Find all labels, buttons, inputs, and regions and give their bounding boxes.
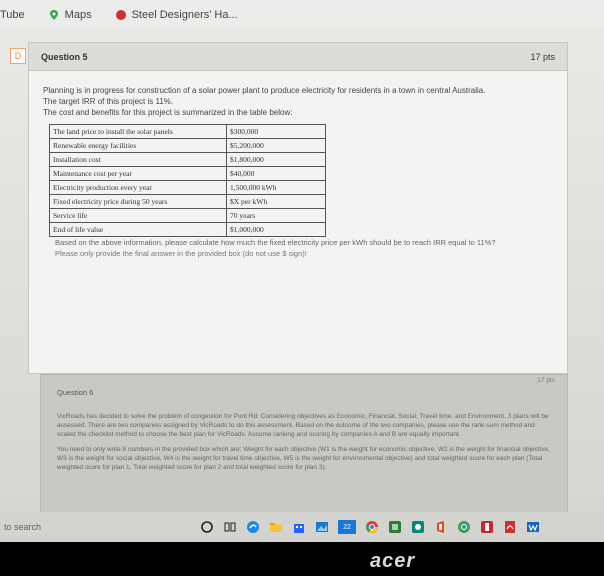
question-prompt: Based on the above information, please calculate how much the fixed electricity price per kWh should be to reach IRR equal to 11%?: [55, 238, 496, 247]
question-6-header: [41, 375, 567, 400]
bookmark-label: Maps: [64, 9, 92, 21]
question-5-card: [28, 42, 568, 374]
table-cell-label: Fixed electricity price during 50 years: [50, 195, 227, 209]
store-icon[interactable]: [292, 520, 306, 534]
table-cell-value: $1,000,000: [227, 223, 326, 237]
red-app-icon[interactable]: [480, 520, 494, 534]
question-paragraph: VicRoads has decided to solve the problem of congestion for Punt Rd. Considering objectives as Economic, Financial, Social, Travel time, and Environment, 3 plans will be assessed. There are two companies assigned by VicRoads to do this assessment. Based on the outcome of the two companies, please use the rank-sum method and scaled the checklist method to choose the best plan for VicRoads. Assume ranking and scoring by companies A and B are equally important.: [57, 413, 549, 438]
table-cell-value: 70 years: [227, 209, 326, 223]
table-cell-value: $300,000: [227, 125, 326, 139]
red-circle-icon: [116, 10, 126, 20]
cost-benefit-table: [49, 124, 326, 237]
table-row: [50, 125, 326, 139]
table-row: [50, 223, 326, 237]
task-view-icon[interactable]: [223, 520, 237, 534]
table-row: [50, 209, 326, 223]
table-cell-value: $X per kWh: [227, 195, 326, 209]
table-row: [50, 139, 326, 153]
quiz-page: [0, 30, 604, 530]
taskbar-search[interactable]: to search: [4, 522, 42, 532]
question-5-body: [29, 71, 567, 273]
question-6-body: [41, 400, 567, 490]
chrome-icon[interactable]: [365, 520, 379, 534]
question-title: Question 6: [57, 388, 94, 397]
question-title: Question 5: [41, 51, 88, 62]
table-cell-value: $1,800,000: [227, 153, 326, 167]
question-flag-marker[interactable]: D: [10, 48, 26, 64]
edge-browser-icon[interactable]: [246, 520, 260, 534]
bookmark-youtube[interactable]: [0, 9, 25, 21]
taskbar-icons: [200, 520, 540, 534]
intro-line: The cost and benefits for this project is summarized in the table below:: [43, 108, 293, 117]
answer-instruction: Please only provide the final answer in the provided box (do not use $ sign)!: [55, 249, 307, 258]
table-cell-label: Renewable energy facilities: [50, 139, 227, 153]
laptop-bezel: [0, 542, 604, 576]
question-points: 17 pts: [530, 51, 555, 62]
table-row: [50, 195, 326, 209]
table-row: [50, 181, 326, 195]
brand-logo: acer: [370, 550, 416, 572]
word-icon[interactable]: [526, 520, 540, 534]
table-cell-label: Installation cost: [50, 153, 227, 167]
table-row: [50, 167, 326, 181]
intro-line: Planning is in progress for construction of a solar power plant to produce electricity for residents in a town in central Australia.: [43, 86, 486, 95]
question-points: 17 pts: [537, 377, 555, 384]
question-6-card: [40, 374, 568, 526]
cortana-circle-icon[interactable]: [200, 520, 214, 534]
bookmark-label: Tube: [0, 9, 25, 21]
maps-pin-icon: [49, 10, 59, 20]
table-cell-label: Service life: [50, 209, 227, 223]
table-cell-label: The land price to install the solar panels: [50, 125, 227, 139]
office-icon[interactable]: [434, 520, 448, 534]
table-cell-label: End of life value: [50, 223, 227, 237]
teal-app-icon[interactable]: [411, 520, 425, 534]
taskbar: [0, 512, 604, 542]
table-cell-label: Electricity production every year: [50, 181, 227, 195]
file-explorer-icon[interactable]: [269, 520, 283, 534]
table-cell-value: $5,200,000: [227, 139, 326, 153]
question-5-header: [29, 43, 567, 71]
bookmarks-bar: [0, 0, 604, 30]
bookmark-steel-designers[interactable]: [116, 9, 238, 21]
photos-icon[interactable]: [315, 520, 329, 534]
table-cell-value: $40,000: [227, 167, 326, 181]
table-row: [50, 153, 326, 167]
table-cell-value: 1,500,000 kWh: [227, 181, 326, 195]
calendar-badge[interactable]: 22: [338, 520, 356, 534]
intro-line: The target IRR of this project is 11%.: [43, 97, 174, 106]
table-cell-label: Maintenance cost per year: [50, 167, 227, 181]
bookmark-maps[interactable]: [49, 9, 92, 21]
bookmark-label: Steel Designers' Ha...: [131, 9, 238, 21]
pdf-reader-icon[interactable]: [503, 520, 517, 534]
green-app-icon[interactable]: [388, 520, 402, 534]
question-paragraph: You need to only write 8 numbers in the provided box which are: Weight for each objective (W1 is the weight for economic objective, W2 is the weight for financial objective, W3 is the weight for social objective, W4 is the weight for travel time objective, W5 is the weight for environmental objective) and total weighted score for each plan (Total weighted score for plan 1, Total weighted score for plan 2 and total weighted score for plan 3).: [57, 446, 550, 471]
google-chrome-icon[interactable]: [457, 520, 471, 534]
